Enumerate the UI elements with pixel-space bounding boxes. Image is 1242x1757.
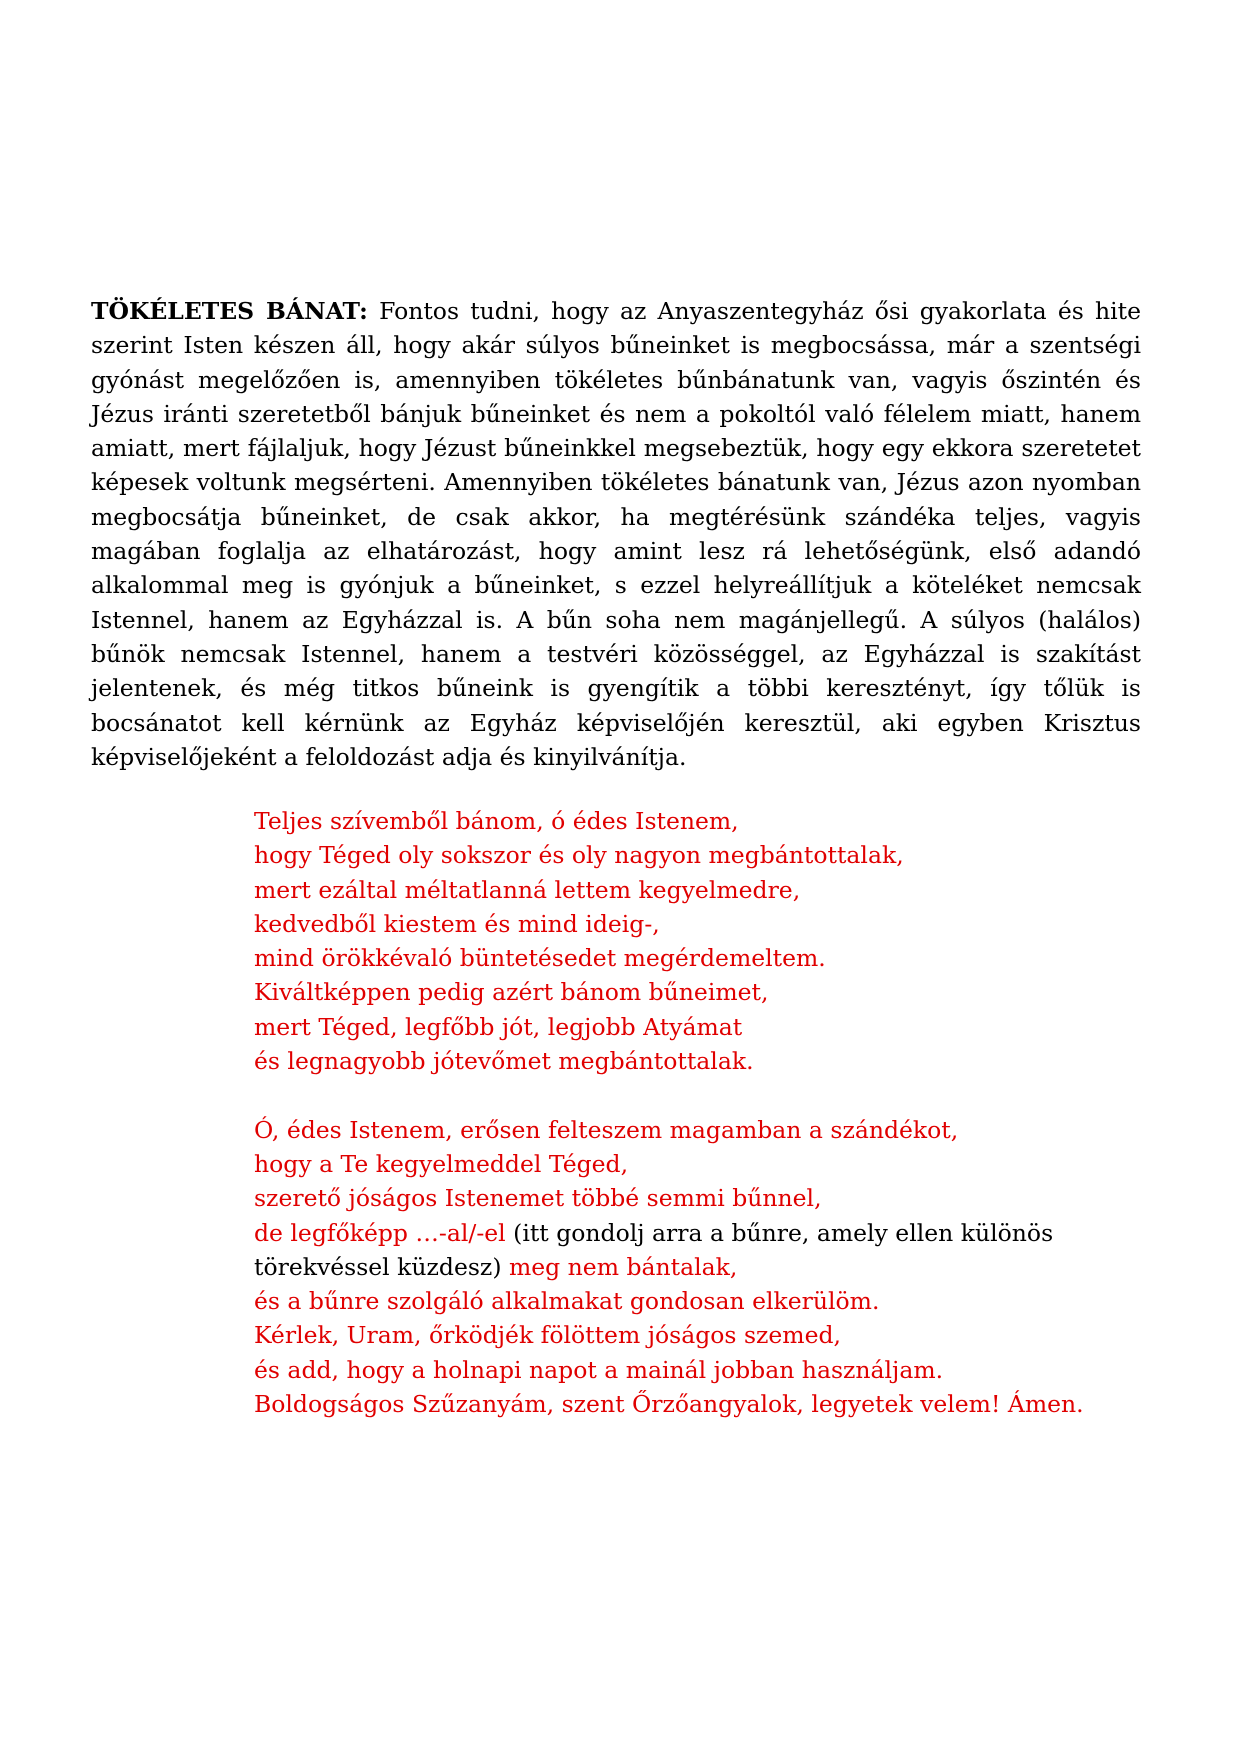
prayer-stanza-2	[254, 1113, 1142, 1422]
intro-paragraph	[91, 294, 1141, 774]
prayer-line: Kiváltképpen pedig azért bánom bűneimet,	[254, 978, 769, 1007]
prayer-line: és add, hogy a holnapi napot a mainál jobban használjam.	[254, 1355, 944, 1384]
prayer-line: és legnagyobb jótevőmet megbántottalak.	[254, 1047, 754, 1076]
prayer-line: Teljes szívemből bánom, ó édes Istenem,	[254, 807, 739, 835]
prayer-line-with-note	[254, 1216, 1142, 1285]
prayer-line: hogy Téged oly sokszor és oly nagyon megbántottalak,	[254, 841, 904, 870]
prayer-line: kedvedből kiestem és mind ideig-,	[254, 909, 660, 938]
prayer-instruction-note: (itt gondolj arra a bűnre, amely ellen különös törekvéssel küzdesz)	[254, 1218, 1054, 1281]
prayer-line: mind örökkévaló büntetésedet megérdemeltem.	[254, 944, 826, 973]
prayer-line-part: de legfőképp …-al/-el	[254, 1218, 506, 1247]
prayer-line: Boldogságos Szűzanyám, szent Őrzőangyalok, legyetek velem! Ámen.	[254, 1390, 1084, 1419]
prayer-line: mert ezáltal méltatlanná lettem kegyelmedre,	[254, 875, 801, 904]
prayer-line: hogy a Te kegyelmeddel Téged,	[254, 1149, 629, 1178]
prayer	[254, 804, 1142, 1421]
intro-text: Fontos tudni, hogy az Anyaszentegyház ősi gyakorlata és hite szerint Isten készen áll, hogy akár súlyos bűneinket is megbocsássa, már a szentségi gyónást megelőzően is, amennyiben tökéletes bűnbánatunk van, vagyis őszintén és Jézus iránti szeretetből bánjuk bűneinket és nem a pokoltól való félelem miatt, hanem amiatt, mert fájlaljuk, hogy Jézust bűneinkkel megsebeztük, hogy egy ekkora szeretetet képesek voltunk megsérteni. Amennyiben tökéletes bánatunk van, Jézus azon nyomban megbocsátja bűneinket, de csak akkor, ha megtérésünk szándéka teljes, vagyis magában foglalja az elhatározást, hogy amint lesz rá lehetőségünk, első adandó alkalommal meg is gyónjuk a bűneinket, s ezzel helyreállítjuk a köteléket nemcsak Istennel, hanem az Egyházzal is. A bűn soha nem magánjellegű. A súlyos (halálos) bűnök nemcsak Istennel, hanem a testvéri közösséggel, az Egyházzal is szakítást jelentenek, és még titkos bűneink is gyengítik a többi keresztényt, így tőlük is bocsánatot kell kérnünk az Egyház képviselőjén keresztül, aki egyben Krisztus képviselőjeként a feloldozást adja és kinyilvánítja.	[91, 297, 1141, 771]
intro-heading: TÖKÉLETES BÁNAT:	[91, 297, 368, 325]
prayer-line: Kérlek, Uram, őrködjék fölöttem jóságos szemed,	[254, 1321, 841, 1350]
prayer-line: Ó, édes Istenem, erősen felteszem magamban a szándékot,	[254, 1115, 959, 1144]
prayer-line: mert Téged, legfőbb jót, legjobb Atyámat	[254, 1012, 743, 1041]
prayer-stanza-1	[254, 804, 1142, 1078]
prayer-line-part: meg nem bántalak,	[508, 1252, 738, 1281]
prayer-line: és a bűnre szolgáló alkalmakat gondosan elkerülöm.	[254, 1287, 880, 1316]
stanza-gap	[254, 1078, 1142, 1112]
prayer-line: szerető jóságos Istenemet többé semmi bűnnel,	[254, 1184, 822, 1213]
